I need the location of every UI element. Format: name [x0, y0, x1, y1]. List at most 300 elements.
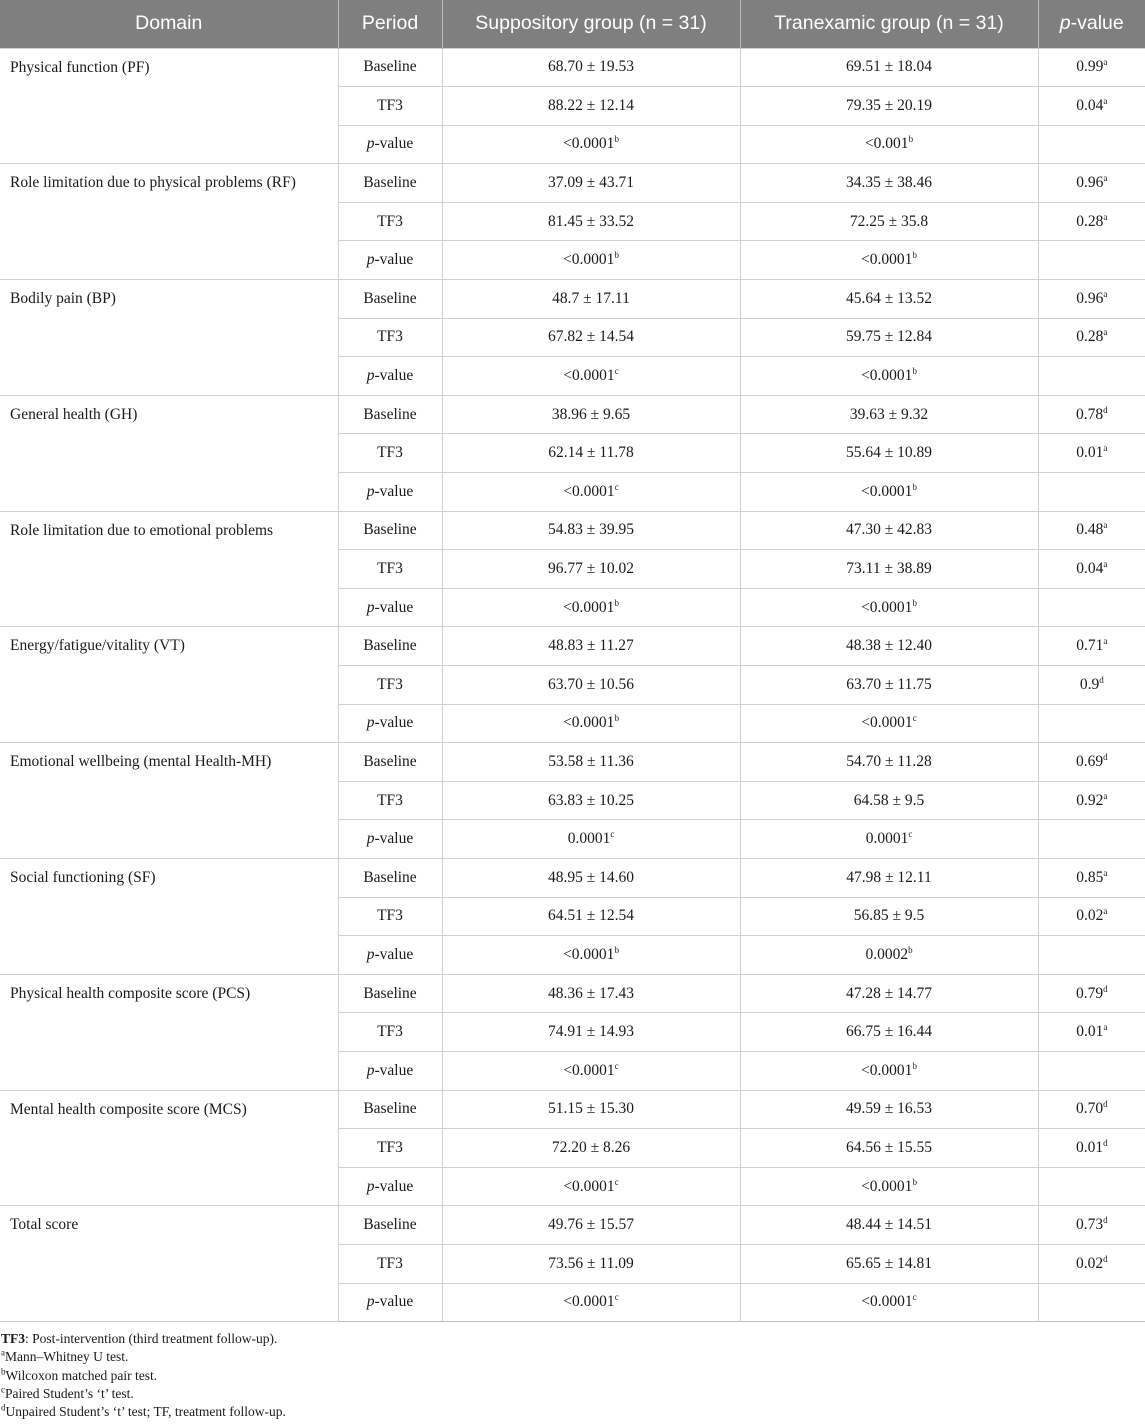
- period-cell: [338, 241, 442, 280]
- period-p-italic: p: [366, 945, 375, 963]
- period-p-rest: -value: [374, 135, 414, 153]
- suppository-cell: [442, 704, 740, 743]
- tranexamic-cell-superscript: b: [908, 944, 913, 955]
- pvalue-cell: [1038, 395, 1145, 434]
- suppository-cell: [442, 48, 740, 87]
- period-label: TF3: [377, 96, 403, 114]
- tranexamic-cell: [740, 164, 1038, 203]
- suppository-cell: [442, 1051, 740, 1090]
- footnote-a-text: Mann–Whitney U test.: [5, 1349, 129, 1365]
- period-label: TF3: [377, 791, 403, 809]
- pvalue-cell-value: 0.01: [1075, 1138, 1104, 1156]
- pvalue-cell-value: 0.96: [1076, 289, 1104, 307]
- tranexamic-cell-value: 79.35 ± 20.19: [845, 96, 932, 114]
- tranexamic-cell-value: 0.0002: [865, 945, 909, 963]
- footnote-b-mark: b: [1, 1366, 6, 1376]
- pvalue-cell: [1038, 241, 1145, 280]
- period-cell: [338, 1013, 442, 1052]
- suppository-cell-value: 54.83 ± 39.95: [547, 521, 634, 539]
- period-label: Baseline: [363, 174, 417, 192]
- period-label: Baseline: [363, 637, 417, 655]
- period-cell: [338, 820, 442, 859]
- pvalue-cell-superscript: a: [1103, 327, 1108, 338]
- period-cell: [338, 781, 442, 820]
- period-p-rest: -value: [374, 945, 414, 963]
- tranexamic-cell-value: 48.38 ± 12.40: [845, 637, 932, 655]
- table-body: [0, 48, 1145, 1322]
- domain-cell: Social functioning (SF): [0, 858, 338, 974]
- suppository-cell-value: 64.51 ± 12.54: [547, 907, 634, 925]
- suppository-cell: [442, 550, 740, 589]
- suppository-cell: [442, 511, 740, 550]
- period-p-italic: p: [366, 1061, 375, 1079]
- table-row: [0, 743, 1145, 782]
- suppository-cell-value: <0.0001: [563, 135, 615, 153]
- period-cell: [338, 858, 442, 897]
- period-p-italic: p: [366, 598, 375, 616]
- domain-cell: Energy/fatigue/vitality (VT): [0, 627, 338, 743]
- footnote-a-mark: a: [1, 1347, 5, 1358]
- header-row: [0, 0, 1145, 48]
- pvalue-cell-value: 0.01: [1076, 444, 1104, 462]
- pvalue-cell-value: 0.70: [1075, 1100, 1104, 1118]
- pvalue-cell-value: 0.04: [1076, 560, 1104, 578]
- tranexamic-cell: [740, 1013, 1038, 1052]
- period-label: Baseline: [363, 984, 417, 1002]
- suppository-cell: [442, 1206, 740, 1245]
- pvalue-cell: [1038, 897, 1145, 936]
- tranexamic-cell-value: 54.70 ± 11.28: [846, 752, 932, 770]
- pvalue-cell-value: 0.02: [1076, 907, 1104, 925]
- header-pvalue: [1038, 0, 1145, 48]
- suppository-cell: [442, 395, 740, 434]
- domain-cell: Mental health composite score (MCS): [0, 1090, 338, 1206]
- period-p-rest: -value: [374, 1061, 414, 1079]
- suppository-cell-value: 73.56 ± 11.09: [548, 1254, 634, 1272]
- pvalue-cell: [1038, 473, 1145, 512]
- suppository-cell: [442, 357, 740, 396]
- header-pvalue-p: p: [1059, 12, 1071, 35]
- tranexamic-cell: [740, 357, 1038, 396]
- pvalue-cell: [1038, 627, 1145, 666]
- tranexamic-cell-value: <0.0001: [861, 1293, 913, 1311]
- pvalue-cell: [1038, 125, 1145, 164]
- table-row: [0, 1206, 1145, 1245]
- tranexamic-cell: [740, 1129, 1038, 1168]
- footnote-c-mark: c: [1, 1384, 5, 1395]
- pvalue-cell: [1038, 1129, 1145, 1168]
- domain-cell: Physical health composite score (PCS): [0, 974, 338, 1090]
- table-row: [0, 280, 1145, 319]
- suppository-cell: [442, 1244, 740, 1283]
- suppository-cell: [442, 473, 740, 512]
- suppository-cell: [442, 1283, 740, 1322]
- period-label: TF3: [377, 328, 403, 346]
- period-cell: [338, 1283, 442, 1322]
- pvalue-cell-superscript: a: [1103, 906, 1108, 917]
- suppository-cell-value: <0.0001: [563, 1061, 615, 1079]
- period-p-italic: p: [366, 830, 375, 848]
- suppository-cell: [442, 434, 740, 473]
- pvalue-cell-value: 0.85: [1076, 868, 1104, 886]
- period-cell: [338, 434, 442, 473]
- pvalue-cell-superscript: a: [1103, 443, 1108, 454]
- period-label: TF3: [377, 1138, 403, 1156]
- tranexamic-cell: [740, 897, 1038, 936]
- tranexamic-cell: [740, 87, 1038, 126]
- suppository-cell-value: 68.70 ± 19.53: [547, 58, 634, 76]
- pvalue-cell: [1038, 1244, 1145, 1283]
- footnote-a: [1, 1348, 1145, 1366]
- suppository-cell-value: <0.0001: [563, 598, 615, 616]
- period-cell: [338, 125, 442, 164]
- domain-cell: Role limitation due to physical problems (RF): [0, 164, 338, 280]
- tranexamic-cell-value: <0.0001: [861, 598, 913, 616]
- pvalue-cell: [1038, 511, 1145, 550]
- suppository-cell: [442, 666, 740, 705]
- tranexamic-cell-superscript: b: [912, 250, 917, 261]
- tranexamic-cell: [740, 858, 1038, 897]
- footnote-d-mark: d: [1, 1402, 6, 1413]
- pvalue-cell-value: 0.9: [1079, 675, 1100, 693]
- suppository-cell: [442, 164, 740, 203]
- tranexamic-cell-superscript: b: [912, 1060, 917, 1071]
- period-p-rest: -value: [374, 830, 414, 848]
- pvalue-cell: [1038, 434, 1145, 473]
- pvalue-cell: [1038, 164, 1145, 203]
- tranexamic-cell: [740, 666, 1038, 705]
- pvalue-cell: [1038, 1167, 1145, 1206]
- tranexamic-cell: [740, 974, 1038, 1013]
- tranexamic-cell-value: 47.28 ± 14.77: [845, 984, 932, 1002]
- suppository-cell: [442, 241, 740, 280]
- pvalue-cell-superscript: a: [1103, 57, 1108, 68]
- suppository-cell: [442, 627, 740, 666]
- suppository-cell-value: 63.70 ± 10.56: [547, 675, 634, 693]
- pvalue-cell-superscript: a: [1103, 1021, 1108, 1032]
- period-label: TF3: [377, 1254, 403, 1272]
- pvalue-cell-superscript: d: [1103, 751, 1108, 762]
- tranexamic-cell: [740, 280, 1038, 319]
- pvalue-cell: [1038, 357, 1145, 396]
- suppository-cell-value: <0.0001: [563, 251, 615, 269]
- pvalue-cell-superscript: a: [1103, 95, 1108, 106]
- tranexamic-cell-value: 64.58 ± 9.5: [853, 791, 925, 809]
- period-cell: [338, 550, 442, 589]
- pvalue-cell: [1038, 48, 1145, 87]
- period-label: Baseline: [363, 1216, 417, 1234]
- tranexamic-cell: [740, 1167, 1038, 1206]
- tranexamic-cell: [740, 48, 1038, 87]
- pvalue-cell-value: 0.96: [1076, 174, 1104, 192]
- pvalue-cell: [1038, 87, 1145, 126]
- tranexamic-cell-superscript: b: [908, 134, 914, 145]
- suppository-cell-value: 0.0001: [567, 830, 611, 848]
- tranexamic-cell: [740, 395, 1038, 434]
- period-label: Baseline: [363, 752, 417, 770]
- tranexamic-cell-superscript: b: [912, 365, 917, 376]
- period-cell: [338, 1090, 442, 1129]
- suppository-cell-value: <0.0001: [563, 1293, 615, 1311]
- domain-cell: Bodily pain (BP): [0, 280, 338, 396]
- period-p-italic: p: [366, 1177, 375, 1195]
- tranexamic-cell-value: 65.65 ± 14.81: [845, 1254, 932, 1272]
- suppository-cell-superscript: c: [614, 1060, 619, 1071]
- pvalue-cell-superscript: d: [1103, 983, 1108, 994]
- pvalue-cell-value: 0.48: [1076, 521, 1104, 539]
- period-cell: [338, 1051, 442, 1090]
- tranexamic-cell-value: 45.64 ± 13.52: [845, 289, 932, 307]
- table-row: [0, 48, 1145, 87]
- tranexamic-cell: [740, 1206, 1038, 1245]
- period-cell: [338, 1129, 442, 1168]
- tranexamic-cell: [740, 588, 1038, 627]
- period-cell: [338, 473, 442, 512]
- pvalue-cell: [1038, 974, 1145, 1013]
- tranexamic-cell-value: 49.59 ± 16.53: [845, 1100, 932, 1118]
- header-period: Period: [338, 0, 442, 48]
- suppository-cell: [442, 318, 740, 357]
- tranexamic-cell-superscript: c: [912, 713, 917, 724]
- suppository-cell-value: 48.95 ± 14.60: [547, 868, 634, 886]
- pvalue-cell: [1038, 704, 1145, 743]
- tranexamic-cell-value: 39.63 ± 9.32: [849, 405, 929, 423]
- suppository-cell: [442, 936, 740, 975]
- footnote-tf3: [1, 1330, 1145, 1348]
- tranexamic-cell: [740, 1051, 1038, 1090]
- footnote-c: [1, 1385, 1145, 1403]
- suppository-cell: [442, 87, 740, 126]
- period-label: Baseline: [363, 289, 417, 307]
- tranexamic-cell-value: 73.11 ± 38.89: [846, 560, 932, 578]
- tranexamic-cell-value: 55.64 ± 10.89: [845, 444, 932, 462]
- period-cell: [338, 318, 442, 357]
- pvalue-cell: [1038, 550, 1145, 589]
- pvalue-cell-superscript: d: [1103, 1214, 1108, 1225]
- pvalue-cell: [1038, 318, 1145, 357]
- period-p-italic: p: [366, 482, 375, 500]
- period-label: Baseline: [363, 405, 417, 423]
- table-row: [0, 395, 1145, 434]
- footnote-b-text: Wilcoxon matched pair test.: [5, 1367, 158, 1383]
- pvalue-cell: [1038, 1090, 1145, 1129]
- tranexamic-cell-superscript: c: [908, 829, 913, 840]
- period-cell: [338, 87, 442, 126]
- pvalue-cell: [1038, 781, 1145, 820]
- pvalue-cell-value: 0.28: [1076, 328, 1104, 346]
- pvalue-cell-superscript: a: [1103, 636, 1108, 647]
- period-label: TF3: [377, 1023, 403, 1041]
- suppository-cell-value: 49.76 ± 15.57: [547, 1216, 634, 1234]
- suppository-cell-superscript: b: [614, 134, 619, 145]
- period-label: Baseline: [363, 868, 417, 886]
- tranexamic-cell-value: 47.98 ± 12.11: [846, 868, 932, 886]
- tranexamic-cell: [740, 318, 1038, 357]
- suppository-cell: [442, 1129, 740, 1168]
- pvalue-cell-value: 0.02: [1075, 1254, 1104, 1272]
- tranexamic-cell-value: <0.0001: [861, 714, 913, 732]
- tranexamic-cell-value: 56.85 ± 9.5: [853, 907, 925, 925]
- tranexamic-cell-value: <0.0001: [861, 1177, 913, 1195]
- tranexamic-cell-value: 72.25 ± 35.8: [849, 212, 929, 230]
- period-p-rest: -value: [374, 1293, 414, 1311]
- suppository-cell-value: 37.09 ± 43.71: [547, 174, 634, 192]
- table-row: [0, 974, 1145, 1013]
- period-cell: [338, 280, 442, 319]
- pvalue-cell-value: 0.92: [1076, 791, 1104, 809]
- period-p-italic: p: [366, 367, 375, 385]
- period-cell: [338, 1167, 442, 1206]
- tranexamic-cell: [740, 1283, 1038, 1322]
- pvalue-cell-value: 0.78: [1075, 405, 1104, 423]
- pvalue-cell-value: 0.01: [1076, 1023, 1104, 1041]
- suppository-cell: [442, 1090, 740, 1129]
- period-label: TF3: [377, 560, 403, 578]
- period-p-rest: -value: [374, 367, 414, 385]
- tranexamic-cell: [740, 820, 1038, 859]
- footnote-c-text: Paired Student’s ‘t’ test.: [5, 1385, 134, 1401]
- tranexamic-cell-value: <0.0001: [861, 367, 913, 385]
- suppository-cell: [442, 1167, 740, 1206]
- pvalue-cell: [1038, 202, 1145, 241]
- tranexamic-cell: [740, 781, 1038, 820]
- pvalue-cell-value: 0.71: [1076, 637, 1104, 655]
- suppository-cell: [442, 974, 740, 1013]
- tranexamic-cell-value: <0.0001: [861, 1061, 913, 1079]
- tranexamic-cell-superscript: b: [912, 1176, 917, 1187]
- pvalue-cell-superscript: a: [1103, 211, 1108, 222]
- suppository-cell: [442, 743, 740, 782]
- tranexamic-cell-value: 63.70 ± 11.75: [846, 675, 932, 693]
- tranexamic-cell-value: 47.30 ± 42.83: [845, 521, 932, 539]
- domain-cell: Emotional wellbeing (mental Health-MH): [0, 743, 338, 859]
- suppository-cell-superscript: c: [614, 1176, 619, 1187]
- pvalue-cell: [1038, 1013, 1145, 1052]
- pvalue-cell: [1038, 280, 1145, 319]
- footnote-d: [1, 1403, 1145, 1421]
- suppository-cell-value: 38.96 ± 9.65: [551, 405, 631, 423]
- period-cell: [338, 357, 442, 396]
- pvalue-cell: [1038, 588, 1145, 627]
- period-label: TF3: [377, 907, 403, 925]
- period-cell: [338, 511, 442, 550]
- period-label: TF3: [377, 675, 403, 693]
- pvalue-cell-superscript: a: [1103, 558, 1108, 569]
- suppository-cell-superscript: b: [614, 597, 619, 608]
- period-p-italic: p: [366, 251, 375, 269]
- pvalue-cell: [1038, 936, 1145, 975]
- suppository-cell: [442, 280, 740, 319]
- domain-cell: Role limitation due to emotional problems: [0, 511, 338, 627]
- header-suppository: Suppository group (n = 31): [442, 0, 740, 48]
- period-cell: [338, 1206, 442, 1245]
- tranexamic-cell-value: 59.75 ± 12.84: [845, 328, 932, 346]
- period-cell: [338, 588, 442, 627]
- suppository-cell-value: 48.36 ± 17.43: [547, 984, 634, 1002]
- suppository-cell: [442, 1013, 740, 1052]
- period-cell: [338, 1244, 442, 1283]
- period-p-italic: p: [366, 135, 375, 153]
- suppository-cell-value: <0.0001: [563, 1177, 615, 1195]
- suppository-cell-superscript: b: [614, 250, 619, 261]
- tranexamic-cell: [740, 202, 1038, 241]
- domain-cell: Physical function (PF): [0, 48, 338, 164]
- period-cell: [338, 164, 442, 203]
- tranexamic-cell: [740, 743, 1038, 782]
- pvalue-cell-superscript: a: [1103, 172, 1108, 183]
- header-domain: Domain: [0, 0, 338, 48]
- suppository-cell: [442, 897, 740, 936]
- period-p-italic: p: [366, 1293, 375, 1311]
- tranexamic-cell-value: 34.35 ± 38.46: [845, 174, 932, 192]
- tranexamic-cell: [740, 241, 1038, 280]
- suppository-cell: [442, 858, 740, 897]
- pvalue-cell-superscript: d: [1103, 1253, 1108, 1264]
- pvalue-cell-superscript: d: [1103, 404, 1108, 415]
- tranexamic-cell: [740, 936, 1038, 975]
- period-label: Baseline: [363, 1100, 417, 1118]
- footnote-tf3-text: : Post-intervention (third treatment follow-up).: [25, 1331, 278, 1347]
- table-row: [0, 511, 1145, 550]
- suppository-cell-value: <0.0001: [563, 367, 615, 385]
- pvalue-cell-value: 0.99: [1076, 58, 1104, 76]
- suppository-cell-value: 51.15 ± 15.30: [547, 1100, 634, 1118]
- tranexamic-cell-value: 0.0001: [865, 830, 909, 848]
- period-label: TF3: [377, 212, 403, 230]
- footnote-tf3-label: TF3: [1, 1331, 26, 1347]
- tranexamic-cell: [740, 511, 1038, 550]
- tranexamic-cell-value: <0.0001: [861, 482, 913, 500]
- tranexamic-cell-value: <0.0001: [861, 251, 913, 269]
- period-cell: [338, 743, 442, 782]
- suppository-cell-value: <0.0001: [563, 714, 615, 732]
- table-row: [0, 164, 1145, 203]
- period-cell: [338, 395, 442, 434]
- pvalue-cell-superscript: d: [1099, 674, 1104, 685]
- period-label: Baseline: [363, 58, 417, 76]
- pvalue-cell: [1038, 1051, 1145, 1090]
- domain-cell: Total score: [0, 1206, 338, 1322]
- tranexamic-cell: [740, 125, 1038, 164]
- pvalue-cell-superscript: a: [1103, 867, 1108, 878]
- tranexamic-cell-superscript: b: [912, 481, 917, 492]
- suppository-cell-value: 62.14 ± 11.78: [548, 444, 634, 462]
- domain-cell: General health (GH): [0, 395, 338, 511]
- period-label: Baseline: [363, 521, 417, 539]
- tranexamic-cell-value: 66.75 ± 16.44: [845, 1023, 932, 1041]
- tranexamic-cell-superscript: c: [912, 1292, 917, 1303]
- tranexamic-cell: [740, 1090, 1038, 1129]
- pvalue-cell-value: 0.79: [1075, 984, 1104, 1002]
- tranexamic-cell: [740, 1244, 1038, 1283]
- suppository-cell-superscript: b: [614, 713, 619, 724]
- suppository-cell-value: 88.22 ± 12.14: [547, 96, 634, 114]
- tranexamic-cell-superscript: b: [912, 597, 917, 608]
- pvalue-cell-superscript: a: [1103, 520, 1108, 531]
- pvalue-cell-value: 0.28: [1076, 212, 1104, 230]
- pvalue-cell: [1038, 1283, 1145, 1322]
- suppository-cell: [442, 125, 740, 164]
- pvalue-cell-value: 0.69: [1075, 752, 1104, 770]
- pvalue-cell-value: 0.73: [1075, 1216, 1104, 1234]
- suppository-cell-value: <0.0001: [563, 482, 615, 500]
- suppository-cell-value: 72.20 ± 8.26: [551, 1138, 631, 1156]
- period-cell: [338, 666, 442, 705]
- suppository-cell-value: 96.77 ± 10.02: [547, 560, 634, 578]
- suppository-cell-superscript: c: [614, 365, 619, 376]
- suppository-cell-value: 67.82 ± 14.54: [547, 328, 634, 346]
- tranexamic-cell-value: <0.001: [864, 135, 909, 153]
